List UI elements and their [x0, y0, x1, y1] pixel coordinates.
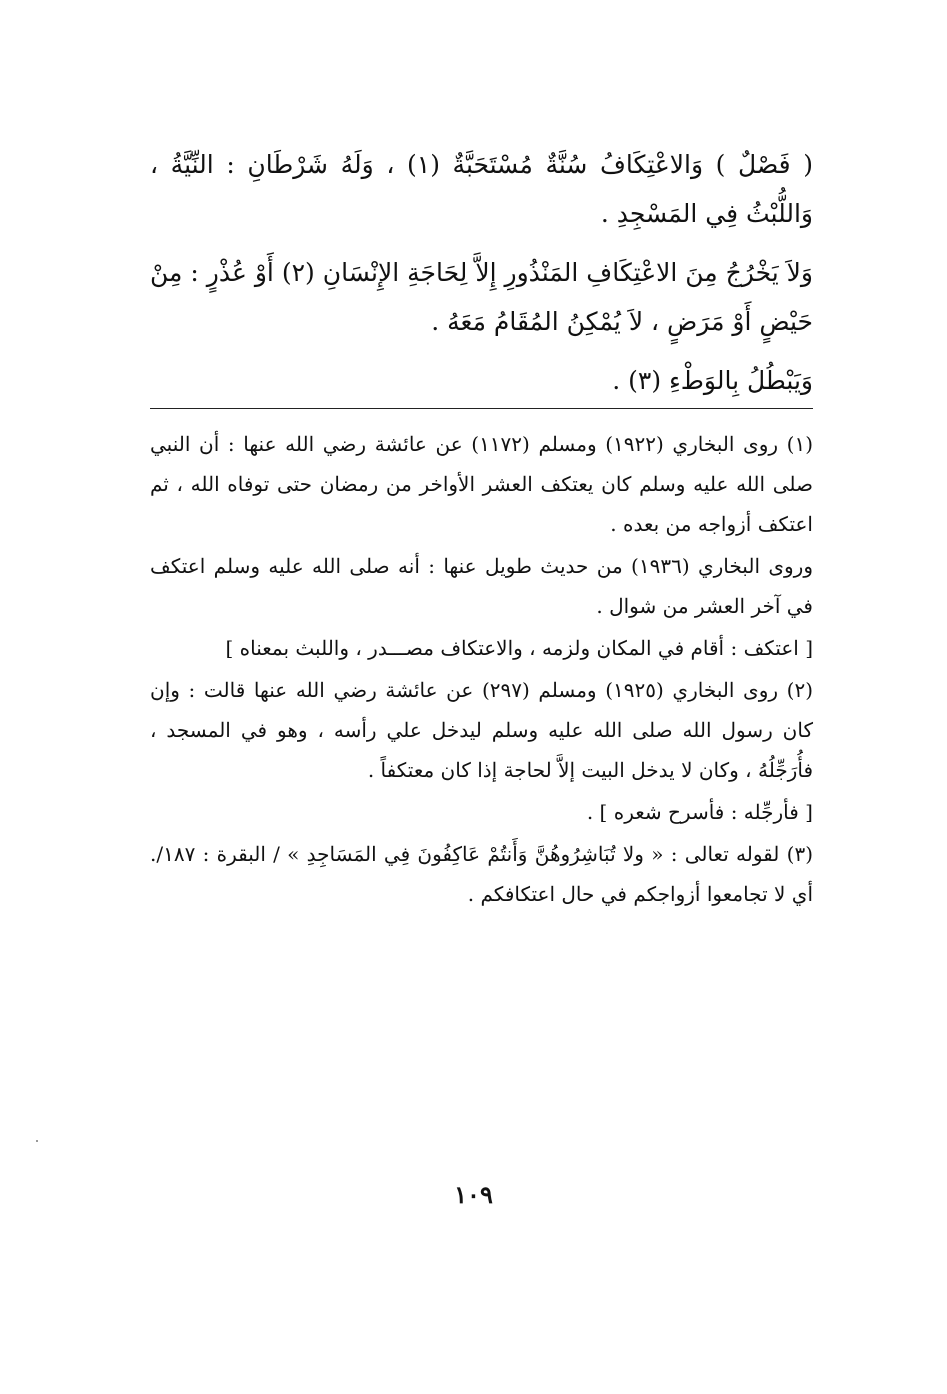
footnote-1-gloss: [ اعتكف : أقام في المكان ولزمه ، والاعتكاف مصـــدر ، واللبث بمعناه ] — [225, 636, 813, 660]
footnotes — [150, 424, 813, 916]
footnote-1: (١) روى البخاري (١٩٢٢) ومسلم (١١٧٢) عن عائشة رضي الله عنها : أن النبي صلى الله عليه وسلم كان يعتكف العشر الأواخر من رمضان حتى توفاه الله ، ثم اعتكف أزواجه من بعده . — [150, 432, 814, 536]
footnote-2: (٢) روى البخاري (١٩٢٥) ومسلم (٢٩٧) عن عائشة رضي الله عنها قالت : وإن كان رسول الله صلى الله عليه وسلم ليدخل علي رأسه ، وهو في المسجد ، فأُرَجِّلُهُ ، وكان لا يدخل البيت إلاَّ لحاجة إذا كان معتكفاً . — [150, 678, 814, 782]
margin-dot — [36, 1140, 38, 1142]
page-number: ١٠٩ — [454, 1180, 493, 1209]
main-paragraph-fasl: ( فَصْلٌ ) وَالاعْتِكَافُ سُنَّةٌ مُسْتَحَبَّةٌ (١) ، وَلَهُ شَرْطَانِ : النِّيَّةُ ، وَاللُّبْثُ فِي المَسْجِدِ . — [150, 150, 813, 228]
main-text — [150, 140, 813, 415]
footnote-divider — [150, 408, 813, 409]
footnote-1-continued: وروى البخاري (١٩٣٦) من حديث طويل عنها : أنه صلى الله عليه وسلم اعتكف في آخر العشر من شوال . — [150, 554, 813, 618]
main-paragraph-exit: وَلاَ يَخْرُجُ مِنَ الاعْتِكَافِ المَنْذُورِ إِلاَّ لِحَاجَةِ الإِنْسَانِ (٢) أَوْ عُذْرٍ : مِنْ حَيْضٍ أَوْ مَرَضٍ ، لاَ يُمْكِنُ المُقَامُ مَعَهُ . — [150, 258, 813, 336]
footnote-2-gloss: [ فأرجِّله : فأسرح شعره ] . — [586, 800, 813, 824]
main-paragraph-invalidation: وَيَبْطُلُ بِالوَطْءِ (٣) . — [612, 366, 813, 395]
footnote-3: (٣) لقوله تعالى : « ولا تُبَاشِرُوهُنَّ وَأَنتُمْ عَاكِفُونَ فِي المَسَاجِدِ » / البقرة : ١٨٧/. أي لا تجامعوا أزواجكم في حال اعتكافكم . — [150, 842, 813, 906]
